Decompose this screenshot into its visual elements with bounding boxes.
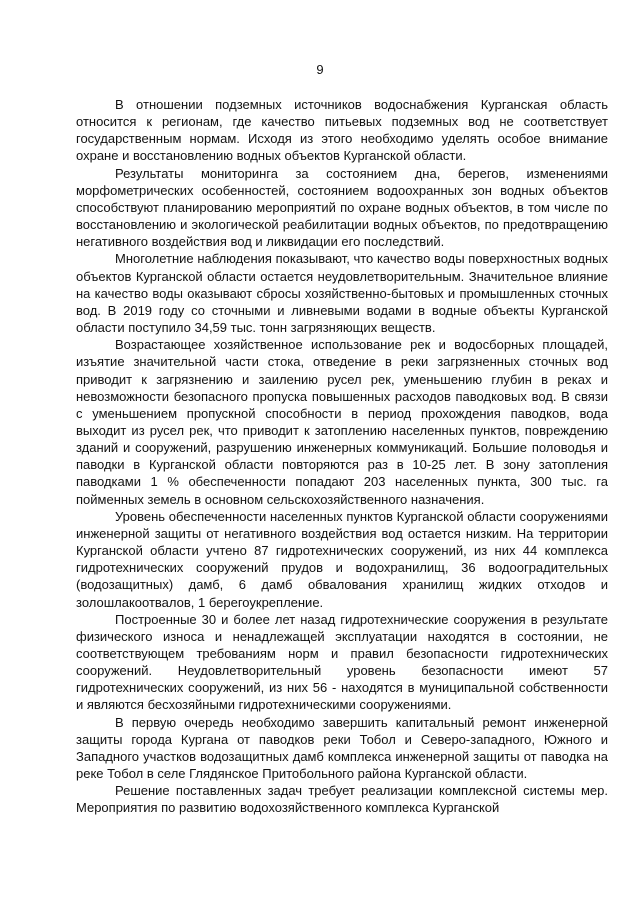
- paragraph-priority-repairs: В первую очередь необходимо завершить капитальный ремонт инженерной защиты города Кургана от паводков реки Тобол и Северо-западного, Южного и Западного участков водозащитных дамб комплекса инженерной защиты от паводка на реке Тобол в селе Глядянское Притобольного района Курганской области.: [76, 714, 608, 782]
- page-number: 9: [316, 62, 324, 77]
- paragraph-groundwater: В отношении подземных источников водоснабжения Курганская область относится к регионам, где качество питьевых подземных вод не соответствует государственным нормам. Исходя из этого необходимо уделять особое внимание охране и восстановлению водных объектов Курганской области.: [76, 97, 608, 164]
- paragraph-measures: Решение поставленных задач требует реализации комплексной системы мер. Мероприятия по развитию водохозяйственного комплекса Курганской: [76, 783, 608, 816]
- paragraph-structures-safety: Построенные 30 и более лет назад гидротехнические сооружения в результате физического износа и ненадлежащей эксплуатации находятся в состоянии, не соответствующем требованиям норм и правил безопасности гидротехнических сооружений. Неудовлетворительный уровень безопасности имеют 57 гидротехнических сооружений, из них 56 - находятся в муниципальной собственности и являются бесхозяйными гидротехническими сооружениями.: [76, 611, 608, 713]
- paragraph-monitoring: Результаты мониторинга за состоянием дна, берегов, изменениями морфометрических особенностей, состоянием водоохранных зон водных объектов способствуют планированию мероприятий по охране водных объектов, в том числе по восстановлению и экологической реабилитации водных объектов, по предотвращению негативного воздействия вод и ликвидации его последствий.: [76, 165, 608, 250]
- paragraph-floods: Возрастающее хозяйственное использование рек и водосборных площадей, изъятие значительной части стока, отведение в реки загрязненных сточных вод приводит к загрязнению и заилению русел рек, уменьшению глубин в реках и невозможности безопасного пропуска повышенных расходов паводковых вод. В связи с уменьшением пропускной способности в период прохождения паводков, вода выходит из русел рек, что приводит к затоплению населенных пунктов, повреждению зданий и сооружений, разрушению инженерных коммуникаций. Большие половодья и паводки в Курганской области повторяются раз в 10-25 лет. В зону затопления паводками 1 % обеспеченности попадают 203 населенных пункта, 300 тыс. га пойменных земель в основном сельскохозяйственного назначения.: [76, 337, 608, 507]
- document-body: [76, 96, 608, 817]
- paragraph-water-quality: Многолетние наблюдения показывают, что качество воды поверхностных водных объектов Курганской области остается неудовлетворительным. Значительное влияние на качество воды оказывают сбросы хозяйственно-бытовых и промышленных сточных вод. В 2019 году со сточными и ливневыми водами в водные объекты Курганской области поступило 34,59 тыс. тонн загрязняющих веществ.: [76, 251, 608, 336]
- paragraph-engineering-protection: Уровень обеспеченности населенных пунктов Курганской области сооружениями инженерной защиты от негативного воздействия вод остается низким. На территории Курганской области учтено 87 гидротехнических сооружений, из них 44 комплекса гидротехнических сооружений прудов и водохранилищ, 36 водооградительных (водозащитных) дамб, 6 дамб обвалования хранилищ жидких отходов и золошлакоотвалов, 1 берегоукрепление.: [76, 508, 608, 610]
